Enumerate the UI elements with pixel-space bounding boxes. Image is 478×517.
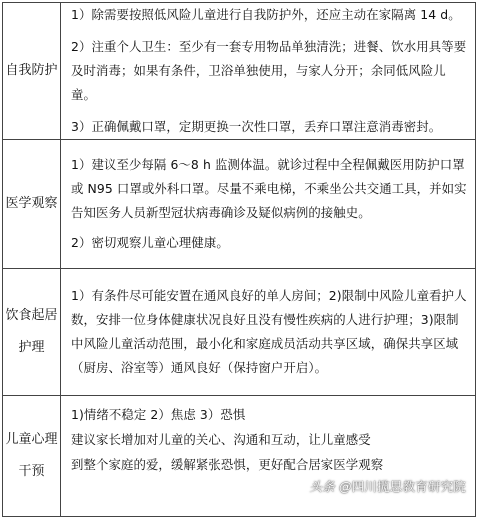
content-cell — [61, 269, 476, 396]
category-label-line: 儿童心理 — [5, 432, 58, 447]
category-label-line: 饮食起居 — [5, 308, 58, 323]
watermark — [309, 477, 466, 495]
paragraph: 到整个家庭的爱，缓解紧张恐惧，更好配合居家医学观察 — [71, 457, 384, 472]
category-cell — [3, 3, 61, 140]
category-label-line: 干预 — [18, 464, 45, 479]
content-cell — [61, 3, 476, 140]
watermark-author: 四川揽思教育研究院 — [351, 479, 466, 494]
table-row-daily-care — [3, 269, 476, 396]
paragraph: 2）注重个人卫生：至少有一套专用物品单独清洗；进餐、饮水用具等要及时消毒；如果有条件，卫浴单独使用，与家人分开；余同低风险儿童。 — [71, 39, 467, 102]
paragraph: 建议家长增加对儿童的关心、沟通和互动，让儿童感受 — [71, 432, 371, 447]
category-cell — [3, 269, 61, 396]
paragraph: 1)情绪不稳定 2）焦虑 3）恐惧 — [71, 407, 246, 422]
table-row-self-protection — [3, 3, 476, 140]
guidance-table — [2, 2, 476, 517]
paragraph: 2）密切观察儿童心理健康。 — [71, 235, 229, 250]
watermark-platform: 头条 @ — [309, 479, 352, 494]
paragraph: 1）建议至少每隔 6～8 h 监测体温。就诊过程中全程佩戴医用防护口罩或 N95 口罩或外科口罩。尽量不乘电梯，不乘坐公共交通工具，并如实告知医务人员新型冠状病毒确诊及疑似病例的接触史。 — [71, 157, 467, 220]
category-label: 医学观察 — [5, 196, 58, 211]
table-row-medical-observation — [3, 140, 476, 269]
category-label: 自我防护 — [5, 63, 58, 78]
content-cell — [61, 396, 476, 517]
paragraph: 3）正确佩戴口罩，定期更换一次性口罩，丢弃口罩注意消毒密封。 — [71, 119, 442, 134]
content-cell — [61, 140, 476, 269]
category-cell — [3, 396, 61, 517]
category-label-line: 护理 — [18, 340, 45, 355]
paragraph: 1）有条件尽可能安置在通风良好的单人房间；2)限制中风险儿童看护人数，安排一位身体健康状况良好且没有慢性疾病的人进行护理；3)限制中风险儿童活动范围，最小化和家庭成员活动共享区域，确保共享区域（厨房、浴室等）通风良好（保持窗户开启）。 — [71, 288, 467, 375]
table-row-psych-intervention — [3, 396, 476, 517]
category-cell — [3, 140, 61, 269]
paragraph: 1）除需要按照低风险儿童进行自我防护外，还应主动在家隔离 14 d。 — [71, 7, 461, 22]
